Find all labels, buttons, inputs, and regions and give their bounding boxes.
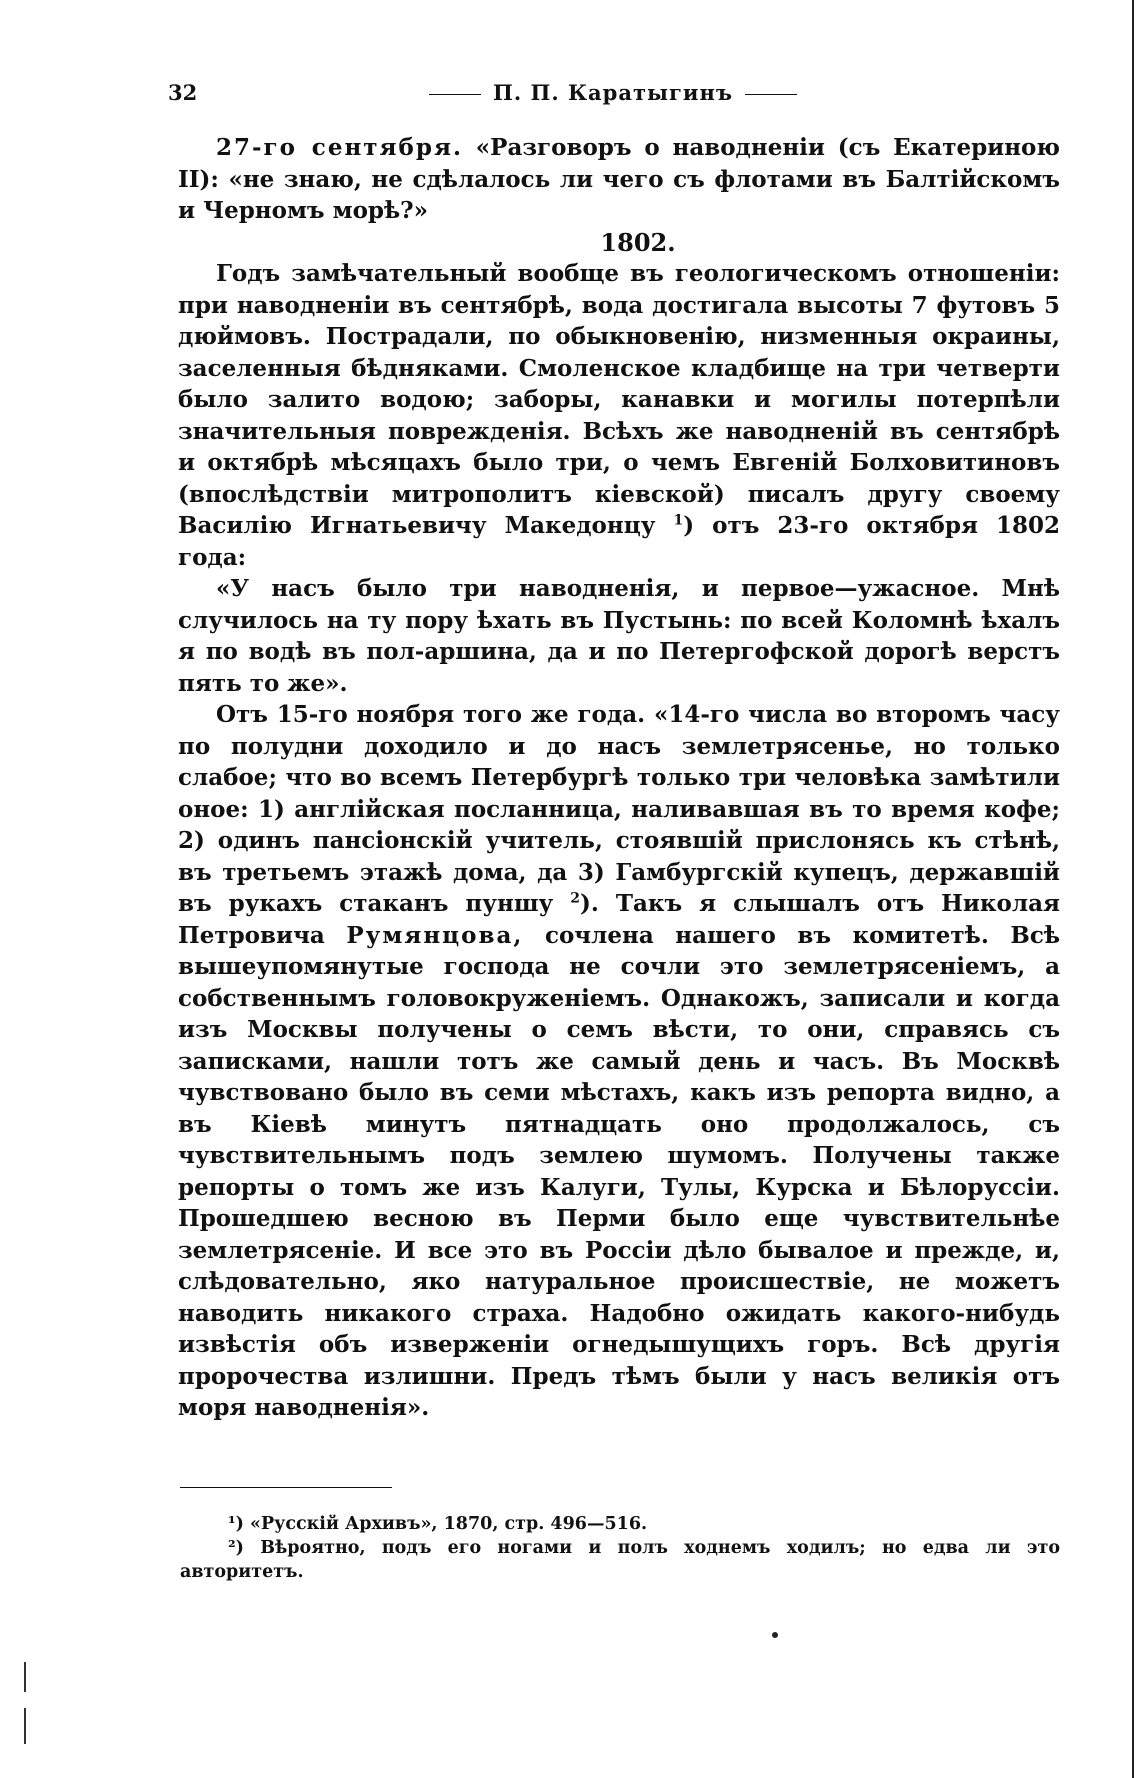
margin-mark (24, 1662, 26, 1692)
running-head (168, 80, 1058, 105)
paragraph-3-mid: ). Такъ я слышалъ отъ Николая Петровича (178, 890, 1060, 949)
page-number: 32 (168, 80, 198, 105)
intro-text: «Разговоръ о наводненіи (съ Екатериною II): «не знаю, не сдѣлалось ли чего съ флотами въ Балтійскомъ и Черномъ морѣ?» (178, 134, 1060, 224)
header-dash-left (429, 94, 481, 95)
running-head-title: П. П. Каратыгинъ (493, 80, 733, 105)
footnote-1-mark: ¹) (228, 1514, 244, 1534)
page-edge-rule (1132, 0, 1134, 1778)
footnote-1 (180, 1512, 1060, 1536)
footnote-ref-2[interactable]: 2 (570, 890, 581, 907)
intro-date: 27-го сентября. (216, 134, 463, 161)
footnote-divider (180, 1487, 392, 1488)
footnote-1-text: «Русскій Архивъ», 1870, стр. 496—516. (243, 1514, 648, 1534)
footnotes (180, 1512, 1060, 1584)
footnote-2 (180, 1536, 1060, 1584)
main-text (178, 132, 1060, 1424)
paragraph-3-rest: сочлена нашего въ комитетѣ. Всѣ вышеупомянутые господа не сочли это землетрясеніемъ, а собственнымъ головокруженіемъ. Однакожъ, записали и когда изъ Москвы получены о семъ вѣсти, то они, справясь съ записками, нашли тотъ же самый день и часъ. Въ Москвѣ чувствовано было въ семи мѣстахъ, какъ изъ репорта видно, а въ Кіевѣ минутъ пятнадцать оно продолжалось, съ чувствительнымъ подъ землею шумомъ. Получены также репорты о томъ же изъ Калуги, Тулы, Курска и Бѣлоруссіи. Прошедшею весною въ Перми было еще чувствительнѣе землетрясеніе. И все это въ Россіи дѣло бывалое и прежде, и, слѣдовательно, яко натуральное происшествіе, не можетъ наводить никакого страха. Надобно ожидать какого-нибудь извѣстія объ изверженіи огнедышущихъ горъ. Всѣ другія пророчества излишни. Предъ тѣмъ были у насъ великія отъ моря наводненія». (178, 921, 1060, 1421)
footnote-2-mark: ²) (228, 1538, 244, 1558)
footnote-ref-1[interactable]: 1 (673, 512, 684, 529)
paragraph-1-text: Годъ замѣчательный вообще въ геологическомъ отношеніи: при наводненіи въ сентябрѣ, вода достигала высоты 7 футовъ 5 дюймовъ. Пострадали, по обыкновенію, низменныя окраины, заселенныя бѣдняками. Смоленское кладбище на три четверти было залито водою; заборы, канавки и могилы потерпѣли значительныя поврежденія. Всѣхъ же наводненій въ сентябрѣ и октябрѣ мѣсяцахъ было три, о чемъ Евгеній Болховитиновъ (впослѣдствіи митрополитъ кіевской) писалъ другу своему Василію Игнатьевичу Македонцу (178, 260, 1060, 539)
header-dash-right (745, 94, 797, 95)
ink-dot (772, 1632, 778, 1638)
year-heading: 1802. (600, 227, 676, 257)
paragraph-1 (178, 258, 1060, 573)
paragraph-1-tail: ) отъ 23-го октября 1802 года: (178, 512, 1060, 571)
paragraph-3-text: Отъ 15-го ноября того же года. «14-го числа во второмъ часу по полудни доходило и до насъ землетрясенье, но только слабое; что во всемъ Петербургѣ только три человѣка замѣтили оное: 1) англійская посланница, наливавшая въ то время кофе; 2) одинъ пансіонскій учитель, стоявшій прислонясь къ стѣнѣ, въ третьемъ этажѣ дома, да 3) Гамбургскій купецъ, державшій въ рукахъ стаканъ пуншу (178, 701, 1060, 917)
paragraph-3 (178, 699, 1060, 1424)
margin-mark (24, 1708, 26, 1744)
page-header (168, 80, 1058, 110)
paragraph-intro (178, 132, 1060, 227)
paragraph-3-name: Румянцова, (346, 921, 524, 949)
footnote-2-text: Вѣроятно, подъ его ногами и полъ ходнемъ ходилъ; но едва ли это авторитетъ. (180, 1538, 1060, 1582)
paragraph-2: «У насъ было три наводненія, и первое—ужасное. Мнѣ случилось на ту пору ѣхать въ Пустынь: по всей Коломнѣ ѣхалъ я по водѣ въ пол-аршина, да и по Петергофской дорогѣ верстъ пять то же». (178, 575, 1060, 697)
